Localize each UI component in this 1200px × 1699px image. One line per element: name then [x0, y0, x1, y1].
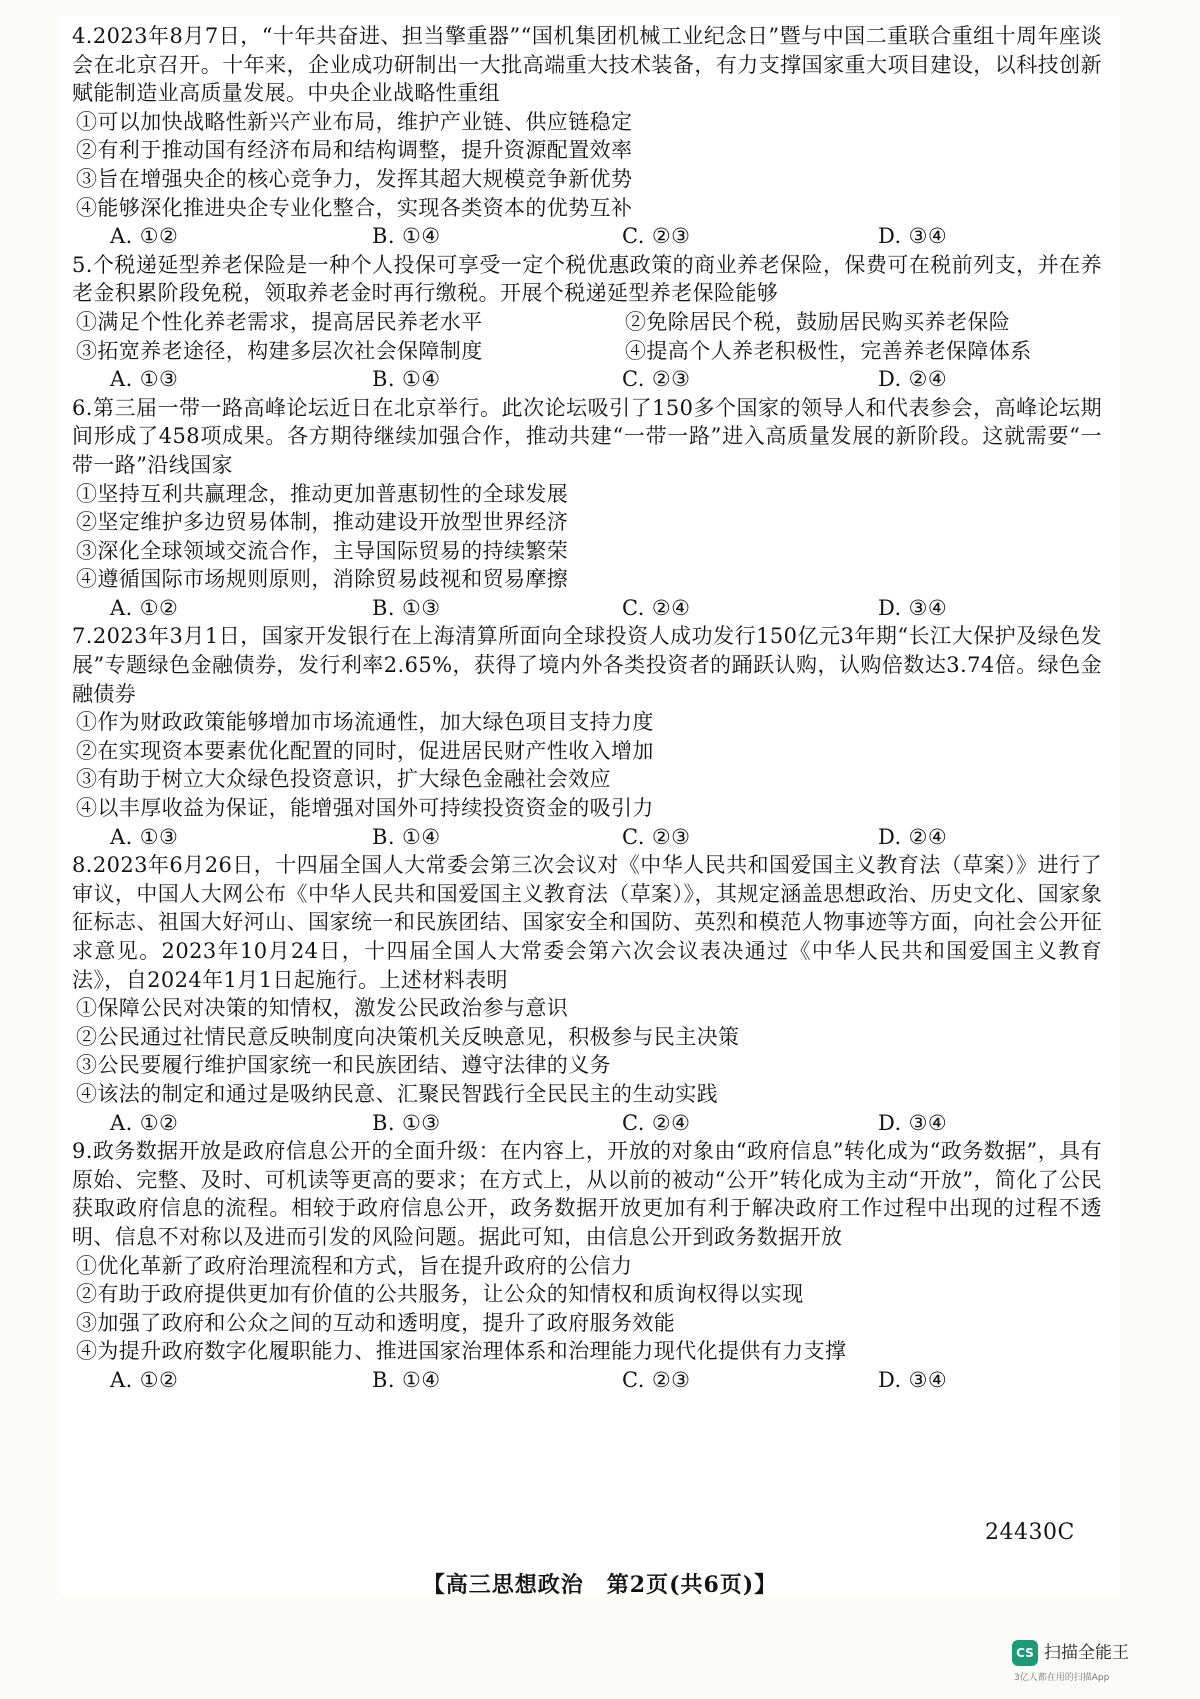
option-statement: ③有助于树立大众绿色投资意识，扩大绿色金融社会效应 [76, 767, 611, 792]
option-statement: ②有助于政府提供更加有价值的公共服务，让公众的知情权和质询权得以实现 [76, 1282, 804, 1307]
option-statement: ①保障公民对决策的知情权，激发公民政治参与意识 [76, 996, 569, 1021]
choice-c: C. ②④ [622, 595, 691, 620]
choice-b: B. ①④ [372, 1367, 441, 1392]
answer-choices [72, 823, 1102, 852]
option-statement: ②有利于推动国有经济布局和结构调整，提升资源配置效率 [76, 138, 633, 163]
choice-d: D. ③④ [878, 595, 948, 620]
question-number: 4. [72, 24, 93, 48]
question-8 [72, 851, 1102, 1137]
choice-a: A. ①③ [110, 367, 179, 392]
question-stem: 8.2023年6月26日，十四届全国人大常委会第三次会议对《中华人民共和国爱国主义教育法（草案）》进行了审议，中国人大网公布《中华人民共和国爱国主义教育法（草案）》，其规定涵盖思想政治、历史文化、国家象征标志、祖国大好河山、国家统一和民族团结、国家安全和国防、英烈和模范人物事迹等方面，向社会公开征求意见。2023年10月24日，十四届全国人大常委会第六次会议表决通过《中华人民共和国爱国主义教育法》，自2024年1月1日起施行。上述材料表明 [72, 853, 1102, 992]
option-statement: ③深化全球领域交流合作，主导国际贸易的持续繁荣 [76, 538, 569, 563]
option-statement: ②在实现资本要素优化配置的同时，促进居民财产性收入增加 [76, 738, 654, 763]
option-statement: ③加强了政府和公众之间的互动和透明度，提升了政府服务效能 [76, 1310, 676, 1335]
answer-choices [72, 222, 1102, 251]
option-statement: ①满足个性化养老需求，提高居民养老水平 [76, 309, 483, 334]
watermark-tagline: 3亿人都在用的扫描App [1014, 1673, 1110, 1683]
choice-a: A. ①② [110, 1367, 179, 1392]
answer-choices [72, 365, 1102, 394]
choice-d: D. ②④ [878, 367, 948, 392]
question-5 [72, 251, 1102, 394]
option-statement: ④以丰厚收益为保证，能增强对国外可持续投资资金的吸引力 [76, 796, 654, 821]
question-stem: 7.2023年3月1日，国家开发银行在上海清算所面向全球投资人成功发行150亿元3年期“长江大保护及绿色发展”专题绿色金融债券，发行利率2.65%，获得了境内外各类投资者的踊跃认购，认购倍数达3.74倍。绿色金融债券 [72, 624, 1102, 706]
choice-b: B. ①④ [372, 224, 441, 249]
option-statement: ①可以加快战略性新兴产业布局，维护产业链、供应链稳定 [76, 109, 633, 134]
choice-d: D. ②④ [878, 824, 948, 849]
question-stem: 4.2023年8月7日，“十年共奋进、担当擎重器”“国机集团机械工业纪念日”暨与中国二重联合重组十周年座谈会在北京召开。十年来，企业成功研制出一大批高端重大技术装备，有力支撑国家重大项目建设，以科技创新赋能制造业高质量发展。中央企业战略性重组 [72, 24, 1102, 106]
question-7 [72, 622, 1102, 851]
option-statement: ④为提升政府数字化履职能力、推进国家治理体系和治理能力现代化提供有力支撑 [76, 1339, 847, 1364]
choice-c: C. ②③ [622, 824, 691, 849]
watermark-app-name: 扫描全能王 [1044, 1643, 1129, 1663]
answer-choices [72, 1109, 1102, 1138]
question-number: 7. [72, 624, 93, 649]
choice-a: A. ①② [110, 595, 179, 620]
question-stem: 5.个税递延型养老保险是一种个人投保可享受一定个税优惠政策的商业养老保险，保费可在税前列支，并在养老金积累阶段免税，领取养老金时再行缴税。开展个税递延型养老保险能够 [72, 252, 1102, 306]
option-statement: ②免除居民个税，鼓励居民购买养老保险 [625, 309, 1011, 334]
choice-d: D. ③④ [878, 1367, 948, 1392]
choice-b: B. ①④ [372, 367, 441, 392]
option-statement: ③拓宽养老途径，构建多层次社会保障制度 [76, 338, 483, 363]
question-number: 6. [72, 395, 93, 420]
question-stem: 9.政务数据开放是政府信息公开的全面升级：在内容上，开放的对象由“政府信息”转化成为“政务数据”，具有原始、完整、及时、可机读等更高的要求；在方式上，从以前的被动“公开”转化成为主动“开放”，简化了公民获取政府信息的流程。相较于政府信息公开，政务数据开放更加有利于解决政府工作过程中出现的过程不透明、信息不对称以及进而引发的风险问题。据此可知，由信息公开到政务数据开放 [72, 1139, 1102, 1249]
choice-a: A. ①② [110, 1110, 179, 1135]
choice-b: B. ①③ [372, 595, 441, 620]
option-row [72, 308, 1102, 337]
choice-c: C. ②④ [622, 1110, 691, 1135]
choice-c: C. ②③ [622, 1367, 691, 1392]
paper-code: 24430C [985, 1520, 1075, 1545]
choice-a: A. ①② [110, 224, 179, 249]
option-statement: ②公民通过社情民意反映制度向决策机关反映意见，积极参与民主决策 [76, 1024, 740, 1049]
option-statement: ③旨在增强央企的核心竞争力，发挥其超大规模竞争新优势 [76, 166, 633, 191]
question-stem: 6.第三届一带一路高峰论坛近日在北京举行。此次论坛吸引了150多个国家的领导人和代表参会，高峰论坛期间形成了458项成果。各方期待继续加强合作，推动共建“一带一路”进入高质量发展的新阶段。这就需要“一带一路”沿线国家 [72, 395, 1102, 477]
question-9 [72, 1137, 1102, 1394]
answer-choices [72, 1366, 1102, 1395]
choice-c: C. ②③ [622, 224, 691, 249]
choice-d: D. ③④ [878, 1110, 948, 1135]
choice-b: B. ①④ [372, 824, 441, 849]
option-statement: ④提高个人养老积极性，完善养老保障体系 [625, 338, 1032, 363]
option-statement: ④该法的制定和通过是吸纳民意、汇聚民智践行全民民主的生动实践 [76, 1081, 718, 1106]
question-number: 8. [72, 853, 93, 878]
choice-a: A. ①③ [110, 824, 179, 849]
option-statement: ②坚定维护多边贸易体制，推动建设开放型世界经济 [76, 510, 569, 535]
option-statement: ③公民要履行维护国家统一和民族团结、遵守法律的义务 [76, 1053, 611, 1078]
choice-b: B. ①③ [372, 1110, 441, 1135]
option-statement: ④遵循国际市场规则原则，消除贸易歧视和贸易摩擦 [76, 567, 569, 592]
question-number: 5. [72, 252, 93, 277]
option-statement: ①坚持互利共赢理念，推动更加普惠韧性的全球发展 [76, 481, 569, 506]
answer-choices [72, 594, 1102, 623]
choice-d: D. ③④ [878, 224, 948, 249]
question-6 [72, 394, 1102, 623]
question-4 [72, 22, 1102, 251]
option-row [72, 337, 1102, 366]
option-statement: ①作为财政政策能够增加市场流通性，加大绿色项目支持力度 [76, 710, 654, 735]
question-number: 9. [72, 1139, 93, 1164]
scanner-watermark [1012, 1640, 1162, 1684]
option-statement: ④能够深化推进央企专业化整合，实现各类资本的优势互补 [76, 195, 633, 220]
page-footer: 【高三思想政治 第2页(共6页)】 [422, 1572, 778, 1598]
camscanner-logo-icon: CS [1012, 1640, 1038, 1666]
choice-c: C. ②③ [622, 367, 691, 392]
question-list [72, 22, 1102, 1395]
option-statement: ①优化革新了政府治理流程和方式，旨在提升政府的公信力 [76, 1253, 633, 1278]
